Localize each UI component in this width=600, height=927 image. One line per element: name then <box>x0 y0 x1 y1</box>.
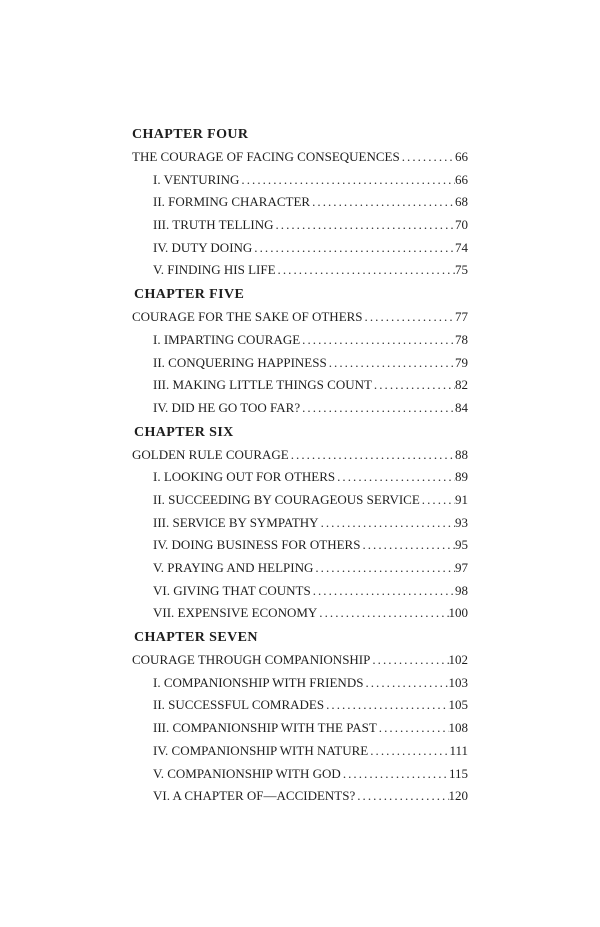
entry-page-number: 98 <box>455 582 468 598</box>
entry-title: VI. GIVING THAT COUNTS <box>153 582 311 598</box>
leader-dots <box>319 512 455 535</box>
entry-title: IV. COMPANIONSHIP WITH NATURE <box>153 742 369 758</box>
leader-dots <box>400 146 455 169</box>
entry-title: III. TRUTH TELLING <box>153 217 274 233</box>
entry-title: III. MAKING LITTLE THINGS COUNT <box>153 377 372 393</box>
chapter-title-entry <box>132 306 468 329</box>
entry-page-number: 111 <box>449 742 468 758</box>
leader-dots <box>300 329 455 352</box>
section-entry <box>132 672 468 695</box>
leader-dots <box>368 740 449 763</box>
section-entry <box>132 557 468 580</box>
leader-dots <box>355 785 448 808</box>
leader-dots <box>324 694 448 717</box>
leader-dots <box>372 374 455 397</box>
chapter-title-entry <box>132 146 468 169</box>
leader-dots <box>377 717 449 740</box>
section-entry <box>132 602 468 625</box>
entry-page-number: 120 <box>448 788 468 804</box>
section-entry <box>132 785 468 808</box>
entry-title: II. SUCCEEDING BY COURAGEOUS SERVICE <box>153 491 420 507</box>
leader-dots <box>341 763 449 786</box>
table-of-contents <box>132 124 468 808</box>
entry-title: IV. DID HE GO TOO FAR? <box>153 399 301 415</box>
entry-page-number: 105 <box>448 697 468 713</box>
section-entry <box>132 694 468 717</box>
section-entry <box>132 466 468 489</box>
chapter-heading: CHAPTER FOUR <box>132 127 249 142</box>
entry-page-number: 75 <box>455 262 468 278</box>
section-entry <box>132 580 468 603</box>
chapter-title-entry <box>132 649 468 672</box>
section-entry <box>132 214 468 237</box>
leader-dots <box>317 602 448 625</box>
entry-page-number: 66 <box>455 149 468 164</box>
entry-page-number: 77 <box>455 309 468 325</box>
entry-page-number: 79 <box>455 354 468 370</box>
entry-title: III. SERVICE BY SYMPATHY <box>153 514 319 530</box>
entry-title: THE COURAGE OF FACING CONSEQUENCES <box>132 149 400 164</box>
section-entry <box>132 740 468 763</box>
entry-page-number: 108 <box>448 720 468 736</box>
entry-title: III. COMPANIONSHIP WITH THE PAST <box>153 720 377 736</box>
leader-dots <box>360 534 455 557</box>
section-entry <box>132 489 468 512</box>
entry-title: I. VENTURING <box>153 171 240 187</box>
section-entry <box>132 191 468 214</box>
entry-page-number: 95 <box>455 537 468 553</box>
leader-dots <box>252 237 455 260</box>
entry-page-number: 84 <box>455 399 468 415</box>
entry-page-number: 74 <box>455 239 468 255</box>
leader-dots <box>313 557 455 580</box>
section-entry <box>132 534 468 557</box>
leader-dots <box>311 580 455 603</box>
entry-page-number: 100 <box>448 605 468 621</box>
entry-page-number: 89 <box>455 469 468 485</box>
entry-title: V. COMPANIONSHIP WITH GOD <box>153 765 341 781</box>
leader-dots <box>273 214 455 237</box>
entry-title: VI. A CHAPTER OF—ACCIDENTS? <box>153 788 356 804</box>
entry-page-number: 93 <box>455 514 468 530</box>
entry-page-number: 68 <box>455 194 468 210</box>
entry-page-number: 115 <box>448 765 468 781</box>
section-entry <box>132 512 468 535</box>
entry-title: IV. DUTY DOING <box>153 239 253 255</box>
entry-title: II. SUCCESSFUL COMRADES <box>153 697 325 713</box>
leader-dots <box>420 489 455 512</box>
entry-title: IV. DOING BUSINESS FOR OTHERS <box>153 537 361 553</box>
entry-title: I. IMPARTING COURAGE <box>153 331 301 347</box>
leader-dots <box>289 444 455 467</box>
entry-page-number: 91 <box>455 491 468 507</box>
leader-dots <box>363 306 455 329</box>
chapter-heading: CHAPTER FIVE <box>134 287 245 303</box>
entry-page-number: 66 <box>455 171 468 187</box>
section-entry <box>132 329 468 352</box>
entry-page-number: 97 <box>455 560 468 575</box>
section-entry <box>132 717 468 740</box>
section-entry <box>132 237 468 260</box>
leader-dots <box>276 259 455 282</box>
leader-dots <box>239 169 455 192</box>
leader-dots <box>310 191 455 214</box>
section-entry <box>132 397 468 420</box>
entry-page-number: 78 <box>455 331 468 347</box>
leader-dots <box>370 649 448 672</box>
section-entry <box>132 374 468 397</box>
leader-dots <box>327 352 455 375</box>
leader-dots <box>363 672 448 695</box>
leader-dots <box>335 466 455 489</box>
entry-title: VII. EXPENSIVE ECONOMY <box>153 605 318 621</box>
section-entry <box>132 352 468 375</box>
entry-title: II. CONQUERING HAPPINESS <box>153 354 327 370</box>
entry-page-number: 102 <box>448 652 468 668</box>
entry-title: II. FORMING CHARACTER <box>153 194 311 210</box>
chapter-title-entry <box>132 444 468 467</box>
entry-title: I. LOOKING OUT FOR OTHERS <box>153 469 336 485</box>
section-entry <box>132 169 468 192</box>
entry-title: COURAGE FOR THE SAKE OF OTHERS <box>132 309 363 325</box>
entry-title: GOLDEN RULE COURAGE <box>132 446 289 462</box>
entry-title: V. FINDING HIS LIFE <box>153 262 276 278</box>
entry-page-number: 82 <box>455 377 468 393</box>
entry-page-number: 70 <box>455 217 468 233</box>
entry-page-number: 103 <box>448 674 468 690</box>
entry-page-number: 88 <box>455 446 468 462</box>
entry-title: V. PRAYING AND HELPING <box>153 560 314 575</box>
entry-title: COURAGE THROUGH COMPANIONSHIP <box>132 652 371 668</box>
chapter-heading: CHAPTER SIX <box>134 424 234 440</box>
section-entry <box>132 763 468 786</box>
entry-title: I. COMPANIONSHIP WITH FRIENDS <box>153 674 364 690</box>
chapter-heading: CHAPTER SEVEN <box>134 630 258 646</box>
leader-dots <box>300 397 455 420</box>
section-entry <box>132 259 468 282</box>
